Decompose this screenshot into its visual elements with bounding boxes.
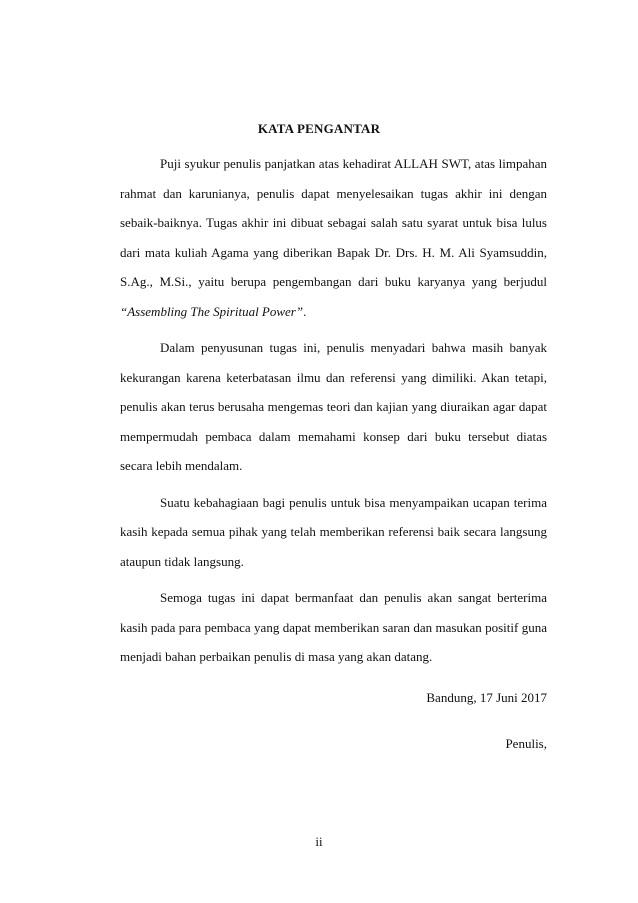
paragraph-2: Dalam penyusunan tugas ini, penulis menyadari bahwa masih banyak kekurangan karena keterbatasan ilmu dan referensi yang dimiliki. Akan tetapi, penulis akan terus berusaha mengemas teori dan kajian yang diuraikan agar dapat mempermudah pembaca dalam memahami konsep dari buku tersebut diatas secara lebih mendalam. — [120, 340, 547, 473]
page-title: KATA PENGANTAR — [257, 121, 381, 136]
paragraph-4: Semoga tugas ini dapat bermanfaat dan penulis akan sangat berterima kasih pada para pembaca yang dapat memberikan saran dan masukan positif guna menjadi bahan perbaikan penulis di masa yang akan datang. — [120, 590, 547, 664]
paragraph-1 — [120, 149, 547, 326]
paragraph-3: Suatu kebahagiaan bagi penulis untuk bisa menyampaikan ucapan terima kasih kepada semua pihak yang telah memberikan referensi baik secara langsung ataupun tidak langsung. — [120, 494, 547, 569]
book-title: “Assembling The Spiritual Power” — [120, 303, 304, 319]
page-number: ii — [315, 834, 323, 849]
writer-signoff: Penulis, — [505, 736, 547, 751]
paragraph-1-end: . — [303, 303, 307, 319]
paragraph-1-text: Puji syukur penulis panjatkan atas kehadirat ALLAH SWT, atas limpahan rahmat dan karunianya, penulis dapat menyelesaikan tugas akhir ini dengan sebaik-baiknya. Tugas akhir ini dibuat sebagai salah satu syarat untuk bisa lulus dari mata kuliah Agama yang diberikan Bapak Dr. Drs. H. M. Ali Syamsuddin, S.Ag., M.Si., yaitu berupa pengembangan dari buku karyanya yang berjudul — [120, 156, 547, 289]
document-body — [120, 149, 547, 672]
place-date: Bandung, 17 Juni 2017 — [426, 690, 547, 705]
